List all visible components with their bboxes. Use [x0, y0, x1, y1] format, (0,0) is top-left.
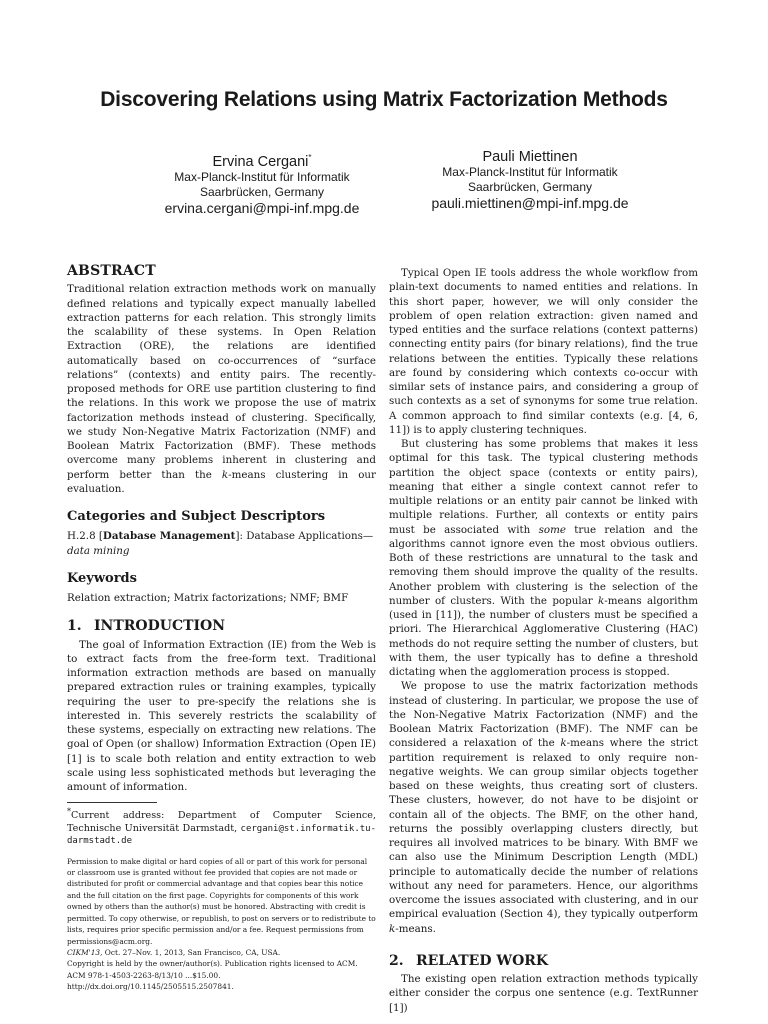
left-column	[67, 262, 376, 993]
introduction-text: The goal of Information Extraction (IE) from the Web is to extract facts from the free-form text. Traditional information extraction methods are based on manually prepared extraction rules or training examples, typically requiring the user to pre-specify the relations she is interested in. This severely restricts the scalability of these systems, especially on extracting new relations. The goal of Open (or shallow) Information Extraction (Open IE) [1] is to scale both relation and entity extraction to web scale using less sophisticated methods but leveraging the amount of information.	[67, 638, 376, 793]
abstract-heading: ABSTRACT	[67, 263, 156, 279]
footnote: *Current address: Department of Computer Science, Technische Universität Darmstadt, cergani@st.informatik.tu-darmstadt.de	[67, 807, 376, 847]
author-footnote-mark: *	[308, 153, 312, 162]
author-email: ervina.cergani@mpi-inf.mpg.de	[164, 199, 360, 216]
abstract-text: Traditional relation extraction methods work on manually defined relations and typically expect manually labelled extraction patterns for each relation. This strongly limits the scalability of these systems. In Open Relation Extraction (ORE), the relations are identified automatically based on co-occurrences of “surface relations” (contexts) and entity pairs. The recently-proposed methods for ORE use partition clustering to find the relations. In this work we propose the use of matrix factorization methods instead of clustering. Specifically, we study Non-Negative Matrix Factorization (NMF) and Boolean Matrix Factorization (BMF). These methods overcome many problems inherent in clustering and perform better than the k-means clustering in our evaluation.	[67, 283, 376, 495]
permission-notice: Permission to make digital or hard copies of all or part of this work for personal or classroom use is granted without fee provided that copies are not made or distributed for profit or commercial advantage and that copies bear this notice and the full citation on the first page. Copyrights for components of this work owned by others than the author(s) must be honored. Abstracting with credit is permitted. To copy otherwise, or republish, to post on servers or to redistribute to lists, requires prior specific permission and/or a fee. Request permissions from permissions@acm.org. CIKM'13, Oct. 27–Nov. 1, 2013, San Francisco, CA, USA. Copyright is held by the owner/author(s). Publication rights licensed to ACM. ACM 978-1-4503-2263-8/13/10 ...$15.00. http://dx.doi.org/10.1145/2505515.2507841.	[67, 856, 376, 992]
right-column	[389, 266, 698, 1015]
keywords-text: Relation extraction; Matrix factorizations; NMF; BMF	[67, 592, 349, 604]
author-affiliation: Max-Planck-Institut für Informatik	[442, 165, 618, 179]
author-affiliation: Max-Planck-Institut für Informatik	[174, 169, 350, 184]
keywords-heading: Keywords	[67, 570, 137, 586]
paper-title: Discovering Relations using Matrix Factorization Methods	[100, 88, 668, 111]
author-block-2	[380, 150, 680, 211]
author-name: Pauli Miettinen	[482, 149, 578, 165]
body-paragraph: We propose to use the matrix factorization methods instead of clustering. In particular, we propose the use of the Non-Negative Matrix Factorization (NMF) and the Boolean Matrix Factorization (BMF). The NMF can be considered a relaxation of the k-means where the strict partition requirement is relaxed to only require non-negative weights. We can group similar objects together based on these weights, thus creating sort of clusters. These clusters, however, do not have to be disjoint or contain all of the objects. The BMF, on the other hand, returns the possibly overlapping clusters directly, but requires all involved matrices to be binary. With BMF we can also use the Minimum Description Length (MDL) principle to automatically decide the number of relations without any need for parameters. Hence, our algorithms overcome the issues associated with clustering, and in our empirical evaluation (Section 4), they typically outperform k-means.	[389, 680, 698, 935]
author-name: Ervina Cergani*	[212, 153, 312, 170]
author-block-1	[112, 150, 412, 216]
section-heading-related-work: 2. RELATED WORK	[389, 952, 549, 969]
section-heading-introduction: 1. INTRODUCTION	[67, 618, 226, 635]
footnote-divider	[67, 802, 157, 803]
body-paragraph: The existing open relation extraction methods typically either consider the corpus one sentence (e.g. TextRunner [1])	[389, 973, 698, 1014]
body-paragraph: But clustering has some problems that makes it less optimal for this task. The typical clustering methods partition the object space (contexts or entity pairs), meaning that either a single context cannot refer to multiple relations or an entity pair cannot be linked with multiple relations. Further, all contexts or entity pairs must be associated with some true relation and the algorithms cannot ignore even the most obvious outliers. Both of these restrictions are unnatural to the task and removing them should improve the quality of the results. Another problem with clustering is the selection of the number of clusters. With the popular k-means algorithm (used in [11]), the number of clusters must be specified a priori. The Hierarchical Agglomerative Clustering (HAC) methods do not require setting the number of clusters, but with them, the user typically has to define a threshold dictating when the agglomeration process is stopped.	[389, 438, 698, 678]
author-location: Saarbrücken, Germany	[467, 180, 593, 194]
author-location: Saarbrücken, Germany	[199, 184, 325, 199]
body-paragraph: Typical Open IE tools address the whole workflow from plain-text documents to named entities and relations. In this short paper, however, we will only consider the problem of open relation extraction: given named and typed entities and the surface relations (context patterns) connecting entity pairs (for binary relations), find the true relations between the entities. Typically these relations are found by considering which contexts co-occur with similar sets of instance pairs, and considering a group of such contexts as a set of synonyms for some true relation. A common approach to find similar contexts (e.g. [4, 6, 11]) is to apply clustering techniques.	[389, 267, 698, 436]
categories-heading: Categories and Subject Descriptors	[67, 509, 326, 524]
author-email: pauli.miettinen@mpi-inf.mpg.de	[431, 195, 629, 211]
categories-text: H.2.8 [Database Management]: Database Applications—data mining	[67, 530, 374, 557]
